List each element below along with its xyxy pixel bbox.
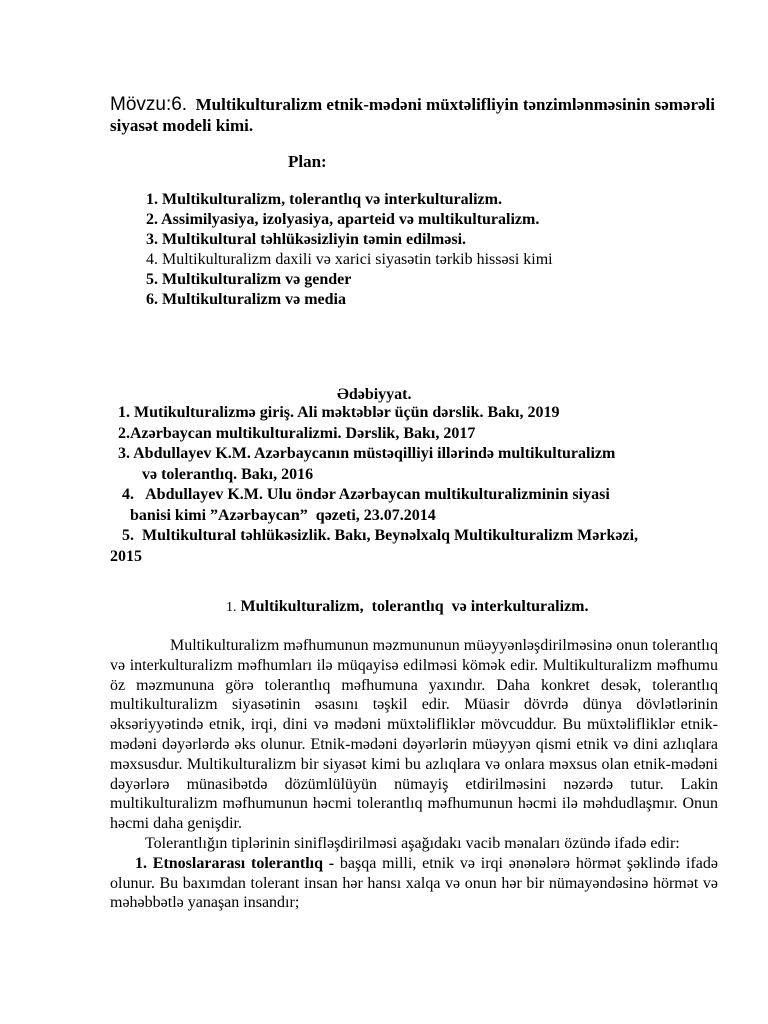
literature-list bbox=[110, 403, 720, 567]
topic-number: Mövzu:6. bbox=[110, 94, 188, 115]
literature-title: Ədəbiyyat. bbox=[337, 386, 412, 403]
body-paragraph: Tolerantlığın tiplərinin sinifləşdirilməsi aşağıdakı vacib mənaları özündə ifadə edir: bbox=[145, 834, 680, 852]
literature-line: banisi kimi ”Azərbaycan” qəzeti, 23.07.2014 bbox=[110, 506, 436, 524]
literature-line: və tolerantlıq. Bakı, 2016 bbox=[110, 465, 314, 483]
literature-line: 2.Azərbaycan multikulturalizmi. Dərslik, Bakı, 2017 bbox=[110, 424, 476, 442]
tolerance-type-text: başqa milli, etnik və irqi ənənələrə hörmət şəklində ifadə olunur. Bu baxımdan tolerant insan hər hansı xalqa və onun hər bir nümayəndəsinə hörmət və məhəbbətlə yanaşan insandır; bbox=[110, 854, 718, 912]
plan-item: 5. Multikulturalizm və gender bbox=[146, 271, 352, 288]
plan-item: 3. Multikultural təhlükəsizliyin təmin edilməsi. bbox=[146, 231, 467, 248]
literature-line: 5. Multikultural təhlükəsizlik. Bakı, Beynəlxalq Multikulturalizm Mərkəzi, bbox=[110, 527, 639, 544]
literature-line: 1. Mutikulturalizmə giriş. Ali məktəblər üçün dərslik. Bakı, 2019 bbox=[110, 404, 560, 421]
topic-text: Multikulturalizm etnik-mədəni müxtəlifliyin tənzimlənməsinin səmərəli siyasət modeli kimi. bbox=[110, 95, 715, 135]
body-paragraph: Multikulturalizm məfhumunun məzmununun müəyyənləşdirilməsinə onun tolerantlıq və interkulturalizm məfhumları ilə müqayisə edilməsi kömək edir. Multikulturalizm məfhumu öz məzmununa görə tolerantlıq məfhumuna yaxındır. Daha konkret desək, tolerantlıq multikulturalizm siyasətinin əsasını təşkil edir. Müasir dövrdə dünya dövlətlərinin əksəriyyətində etnik, irqi, dini və mədəni müxtəlifliklər mövcuddur. Bu müxtəlifliklər etnik-mədəni dəyərlərdə əks olunur. Etnik-mədəni dəyərlərin müəyyən qismi etnik və dini azlıqlara məxsusdur. Multikulturalizm bir siyasət kimi bu azlıqlara və onlara məxsus olan etnik-mədəni dəyərlərə münasibətdə dözümlülüyün nümayiş etdirilməsini nəzərdə tutur. Lakin multikulturalizm məfhumunun həcmi tolerantlıq məfhumunun həcmi ilə məhdudlaşmır. Onun həcmi daha genişdir. bbox=[110, 637, 718, 833]
plan-item: 2. Assimilyasiya, izolyasiya, aparteid və multikulturalizm. bbox=[146, 211, 540, 228]
literature-line: 4. Abdullayev K.M. Ulu öndər Azərbaycan multikulturalizminin siyasi bbox=[110, 486, 610, 503]
plan-title: Plan: bbox=[288, 152, 327, 171]
tolerance-type-label: 1. Etnoslararası tolerantlıq - bbox=[135, 854, 335, 872]
plan-list bbox=[146, 190, 553, 310]
plan-item: 4. Multikulturalizm daxili və xarici siyasətin tərkib hissəsi kimi bbox=[146, 251, 553, 268]
literature-line: 3. Abdullayev K.M. Azərbaycanın müstəqilliyi illərində multikulturalizm bbox=[110, 445, 616, 462]
section-heading bbox=[226, 598, 588, 616]
plan-item: 6. Multikulturalizm və media bbox=[146, 291, 346, 308]
section-number: 1. bbox=[226, 600, 237, 615]
literature-line: 2015 bbox=[110, 547, 142, 565]
body-text bbox=[110, 636, 718, 913]
topic-heading bbox=[110, 94, 730, 136]
section-title-text: Multikulturalizm, tolerantlıq və interkulturalizm. bbox=[240, 598, 589, 615]
body-paragraph bbox=[110, 854, 718, 913]
plan-item: 1. Multikulturalizm, tolerantlıq və interkulturalizm. bbox=[146, 191, 502, 208]
